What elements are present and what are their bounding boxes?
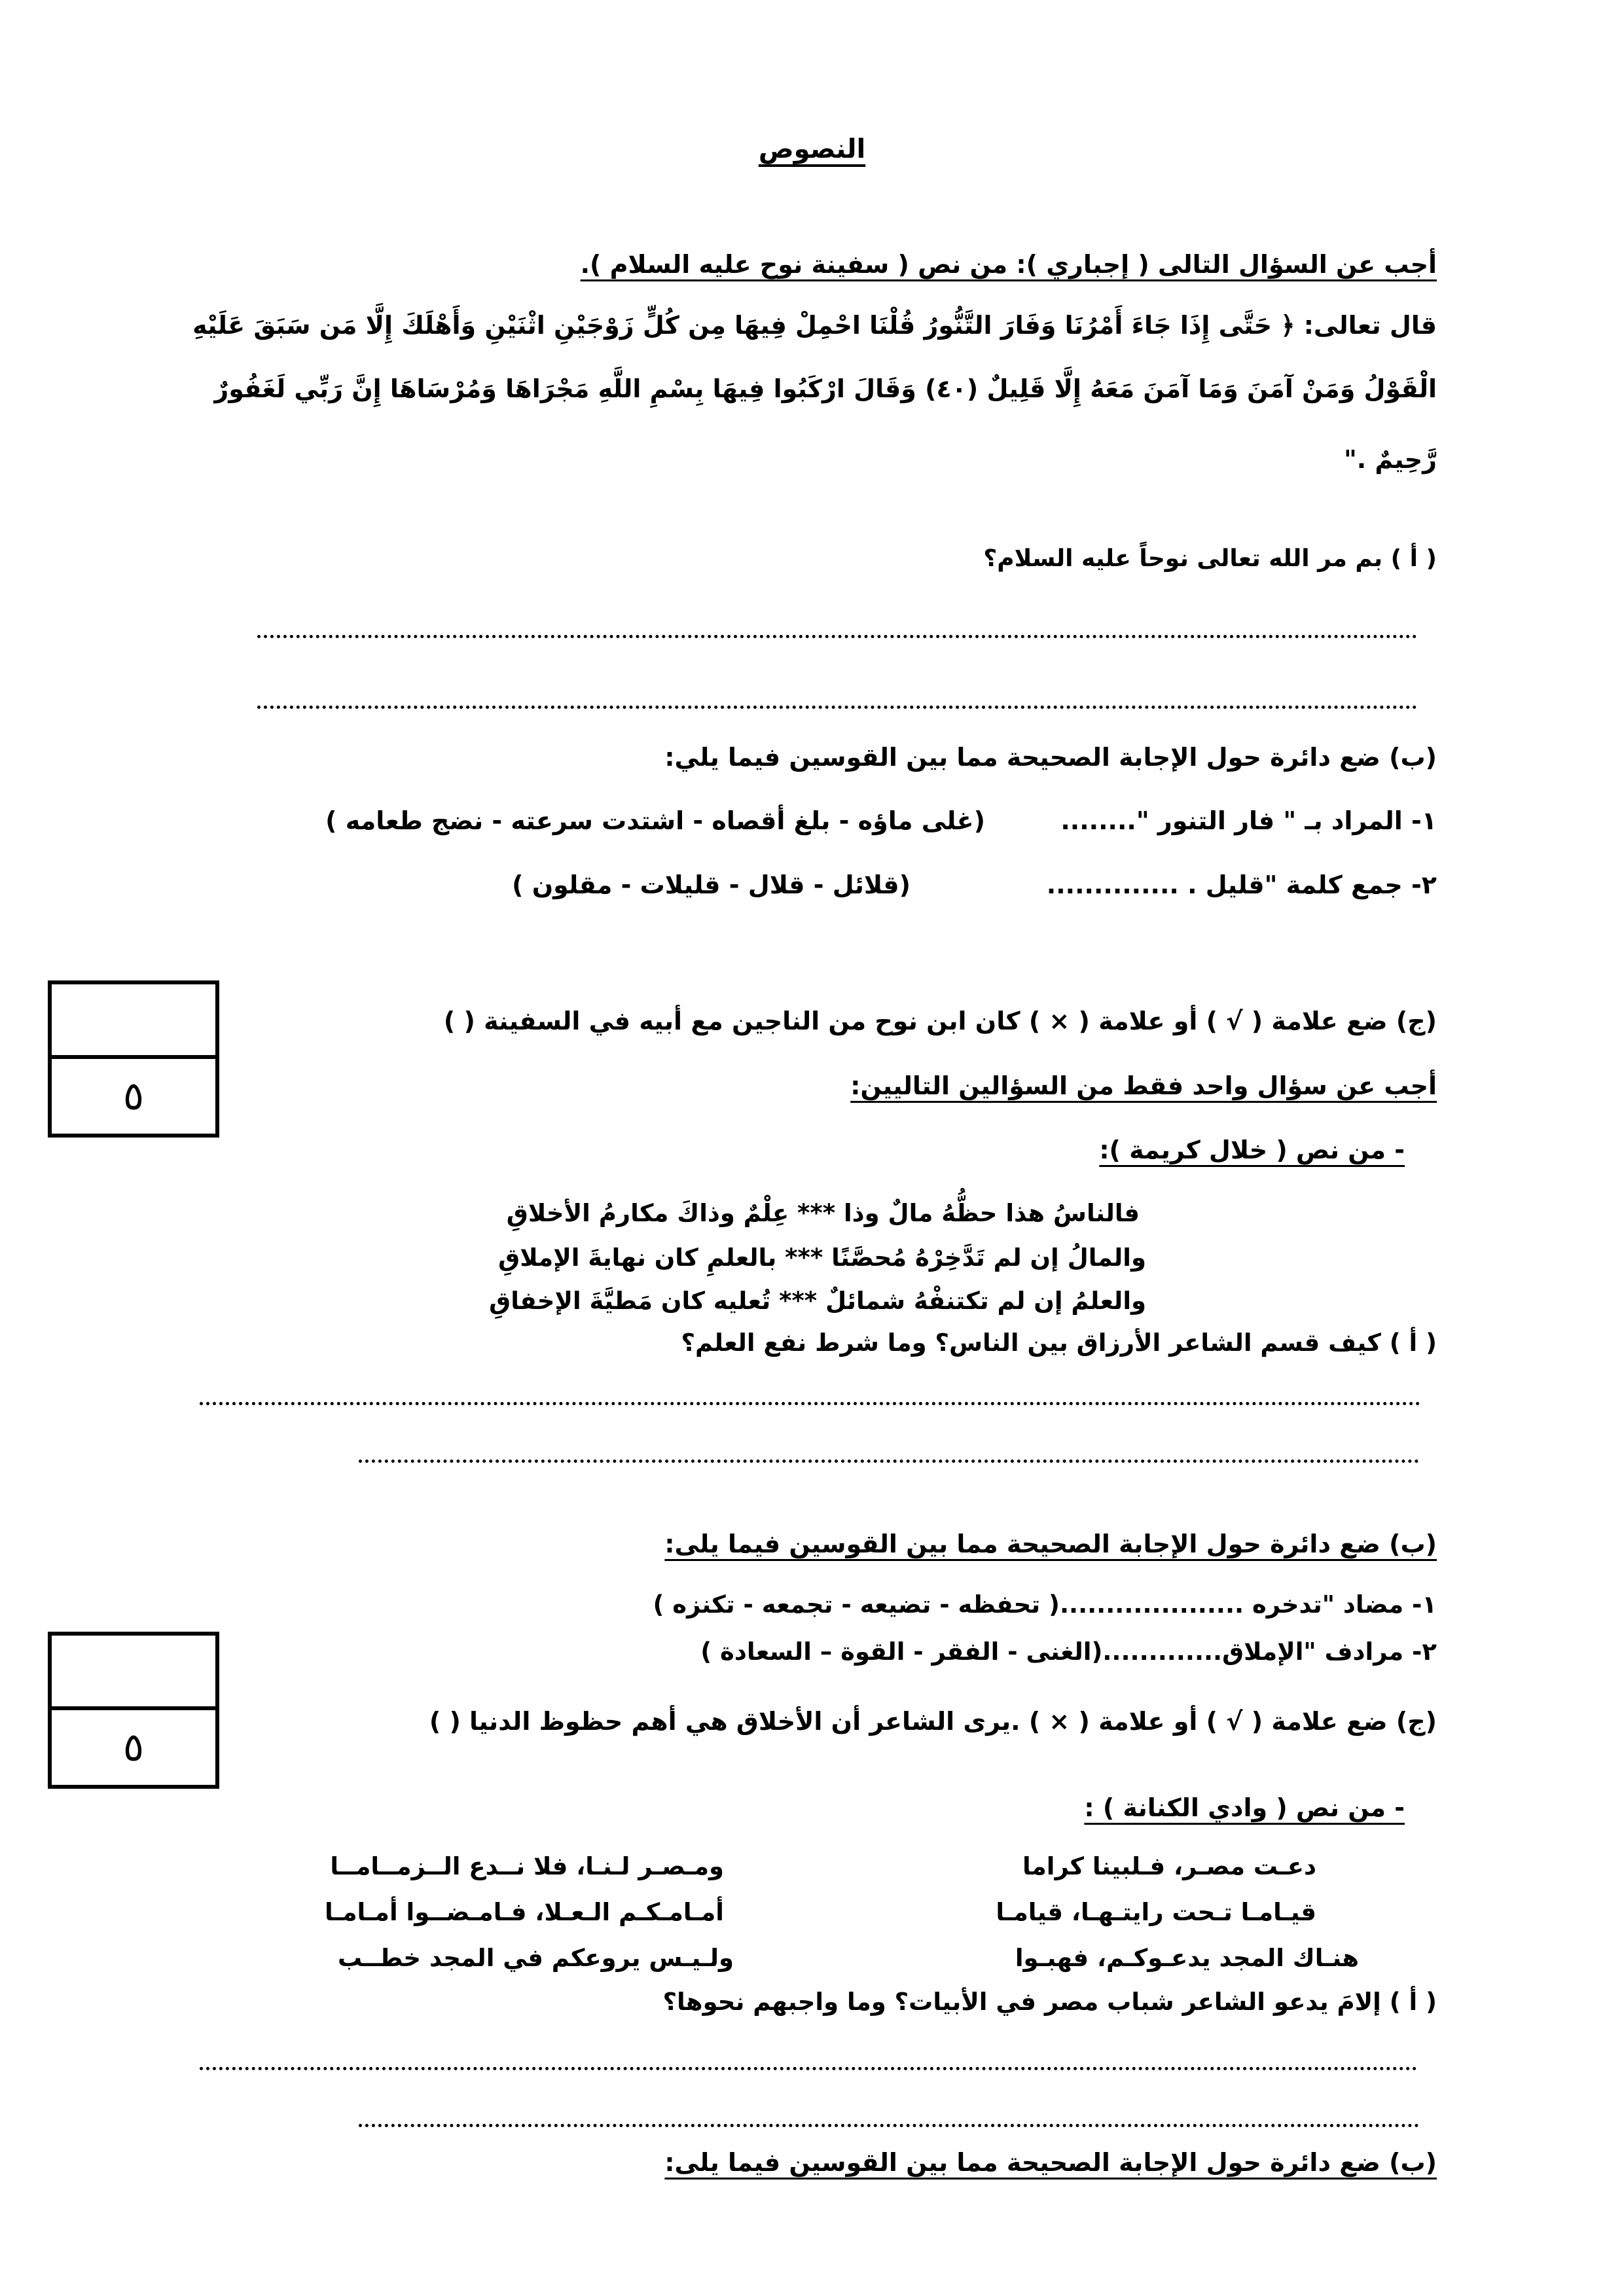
poem-line: والعلمُ إن لم تكتنفْهُ شمائلٌ *** تُعليه كان مَطيَّةَ الإخفاقِ — [489, 1287, 1146, 1315]
poem-right-line: هنـاك المجد يدعـوكـم، فهبـوا — [1015, 1944, 1359, 1972]
question-b1-stem: ١- المراد بـ " فار التنور "........ — [1060, 806, 1437, 835]
text-b-title: - من نص ( وادي الكنانة ) : — [1084, 1793, 1405, 1822]
page-title: النصوص — [758, 134, 866, 164]
answer-line[interactable] — [359, 2124, 1419, 2127]
poem-right-line: دعـت مصـر، فـلبينا كراما — [1022, 1852, 1316, 1880]
answer-line[interactable] — [257, 635, 1417, 638]
question-c: (ج) ضع علامة ( √ ) أو علامة ( × ) .يرى الشاعر أن الأخلاق هي أهم حظوظ الدنيا ( ) — [429, 1707, 1437, 1736]
score-box — [48, 980, 219, 1138]
answer-line[interactable] — [200, 1402, 1420, 1405]
verse-line-2: الْقَوْلُ وَمَنْ آمَنَ وَمَا آمَنَ مَعَهُ إِلَّا قَلِيلٌ (٤٠) وَقَالَ ارْكَبُوا فِيهَا بِسْمِ اللَّهِ مَجْرَاهَا وَمُرْسَاهَا إِنَّ رَبِّي لَغَفُورٌ — [214, 374, 1437, 403]
text-a-title: - من نص ( خلال كريمة ): — [1099, 1136, 1405, 1164]
poem-left-line: ولـيـس يروعكم في المجد خطــب — [337, 1944, 734, 1972]
verse-line-3: رَّحِيمٌ ." — [1343, 445, 1437, 474]
poem-line: والمالُ إن لم تَدَّخِرْهُ مُحصَّنًا *** بالعلمِ كان نهايةَ الإملاقِ — [498, 1244, 1146, 1272]
section2-instruction: أجب عن سؤال واحد فقط من السؤالين التاليين: — [850, 1071, 1437, 1100]
score-blank[interactable] — [52, 1636, 215, 1710]
poem-line: فالناسُ هذا حظُّهُ مالٌ وذا *** عِلْمٌ وذاكَ مكارمُ الأخلاقِ — [506, 1199, 1140, 1227]
verse-line-1: قال تعالى: ﴿ حَتَّى إِذَا جَاءَ أَمْرُنَا وَفَارَ التَّنُّورُ قُلْنَا احْمِلْ فِيهَا مِن كُلٍّ زَوْجَيْنِ اثْنَيْنِ وَأَهْلَكَ إِلَّا مَن سَبَقَ عَلَيْهِ — [192, 311, 1437, 340]
question-b: (ب) ضع دائرة حول الإجابة الصحيحة مما بين القوسين فيما يلى: — [664, 2148, 1437, 2177]
question-b2-stem: ٢- جمع كلمة "قليل . .............. — [1046, 870, 1437, 899]
question-a: ( أ ) كيف قسم الشاعر الأرزاق بين الناس؟ وما شرط نفع العلم؟ — [681, 1329, 1437, 1357]
question-a: ( أ ) إلامَ يدعو الشاعر شباب مصر في الأبيات؟ وما واجبهم نحوها؟ — [662, 1988, 1437, 2016]
answer-line[interactable] — [359, 1460, 1419, 1463]
question-b1-options: (غلى ماؤه - بلغ أقصاه - اشتدت سرعته - نضج طعامه ) — [325, 806, 985, 835]
question-b2: ٢- مرادف "الإملاق.............(الغنى - الفقر - القوة – السعادة ) — [700, 1638, 1437, 1666]
section1-instruction: أجب عن السؤال التالى ( إجباري ): من نص ( سفينة نوح عليه السلام ). — [580, 250, 1437, 279]
question-b2-options: (قلائل - قلال - قليلات - مقلون ) — [512, 870, 911, 899]
score-blank[interactable] — [52, 984, 215, 1059]
question-b: (ب) ضع دائرة حول الإجابة الصحيحة مما بين القوسين فيما يلي: — [664, 743, 1437, 772]
score-value: ٥ — [122, 1725, 145, 1770]
question-b1: ١- مضاد "تدخره ....................( تحفظه - تضيعه - تجمعه - تكنزه ) — [653, 1590, 1437, 1619]
question-c: (ج) ضع علامة ( √ ) أو علامة ( × ) كان ابن نوح من الناجين مع أبيه في السفينة ( ) — [443, 1007, 1437, 1035]
question-b: (ب) ضع دائرة حول الإجابة الصحيحة مما بين القوسين فيما يلى: — [664, 1530, 1437, 1558]
poem-left-line: أمـامـكـم الـعـلا، فـامـضــوا أمـامـا — [325, 1898, 724, 1926]
poem-left-line: ومـصـر لـنـا، فلا نــدع الــزمــامــا — [330, 1852, 724, 1880]
answer-line[interactable] — [200, 2067, 1417, 2070]
poem-right-line: قيـامـا تـحت رايتـهـا، قيامـا — [996, 1898, 1316, 1926]
score-value: ٥ — [122, 1073, 145, 1119]
score-box — [48, 1632, 219, 1789]
answer-line[interactable] — [257, 706, 1417, 709]
question-a: ( أ ) بم مر الله تعالى نوحاً عليه السلام؟ — [983, 545, 1437, 572]
